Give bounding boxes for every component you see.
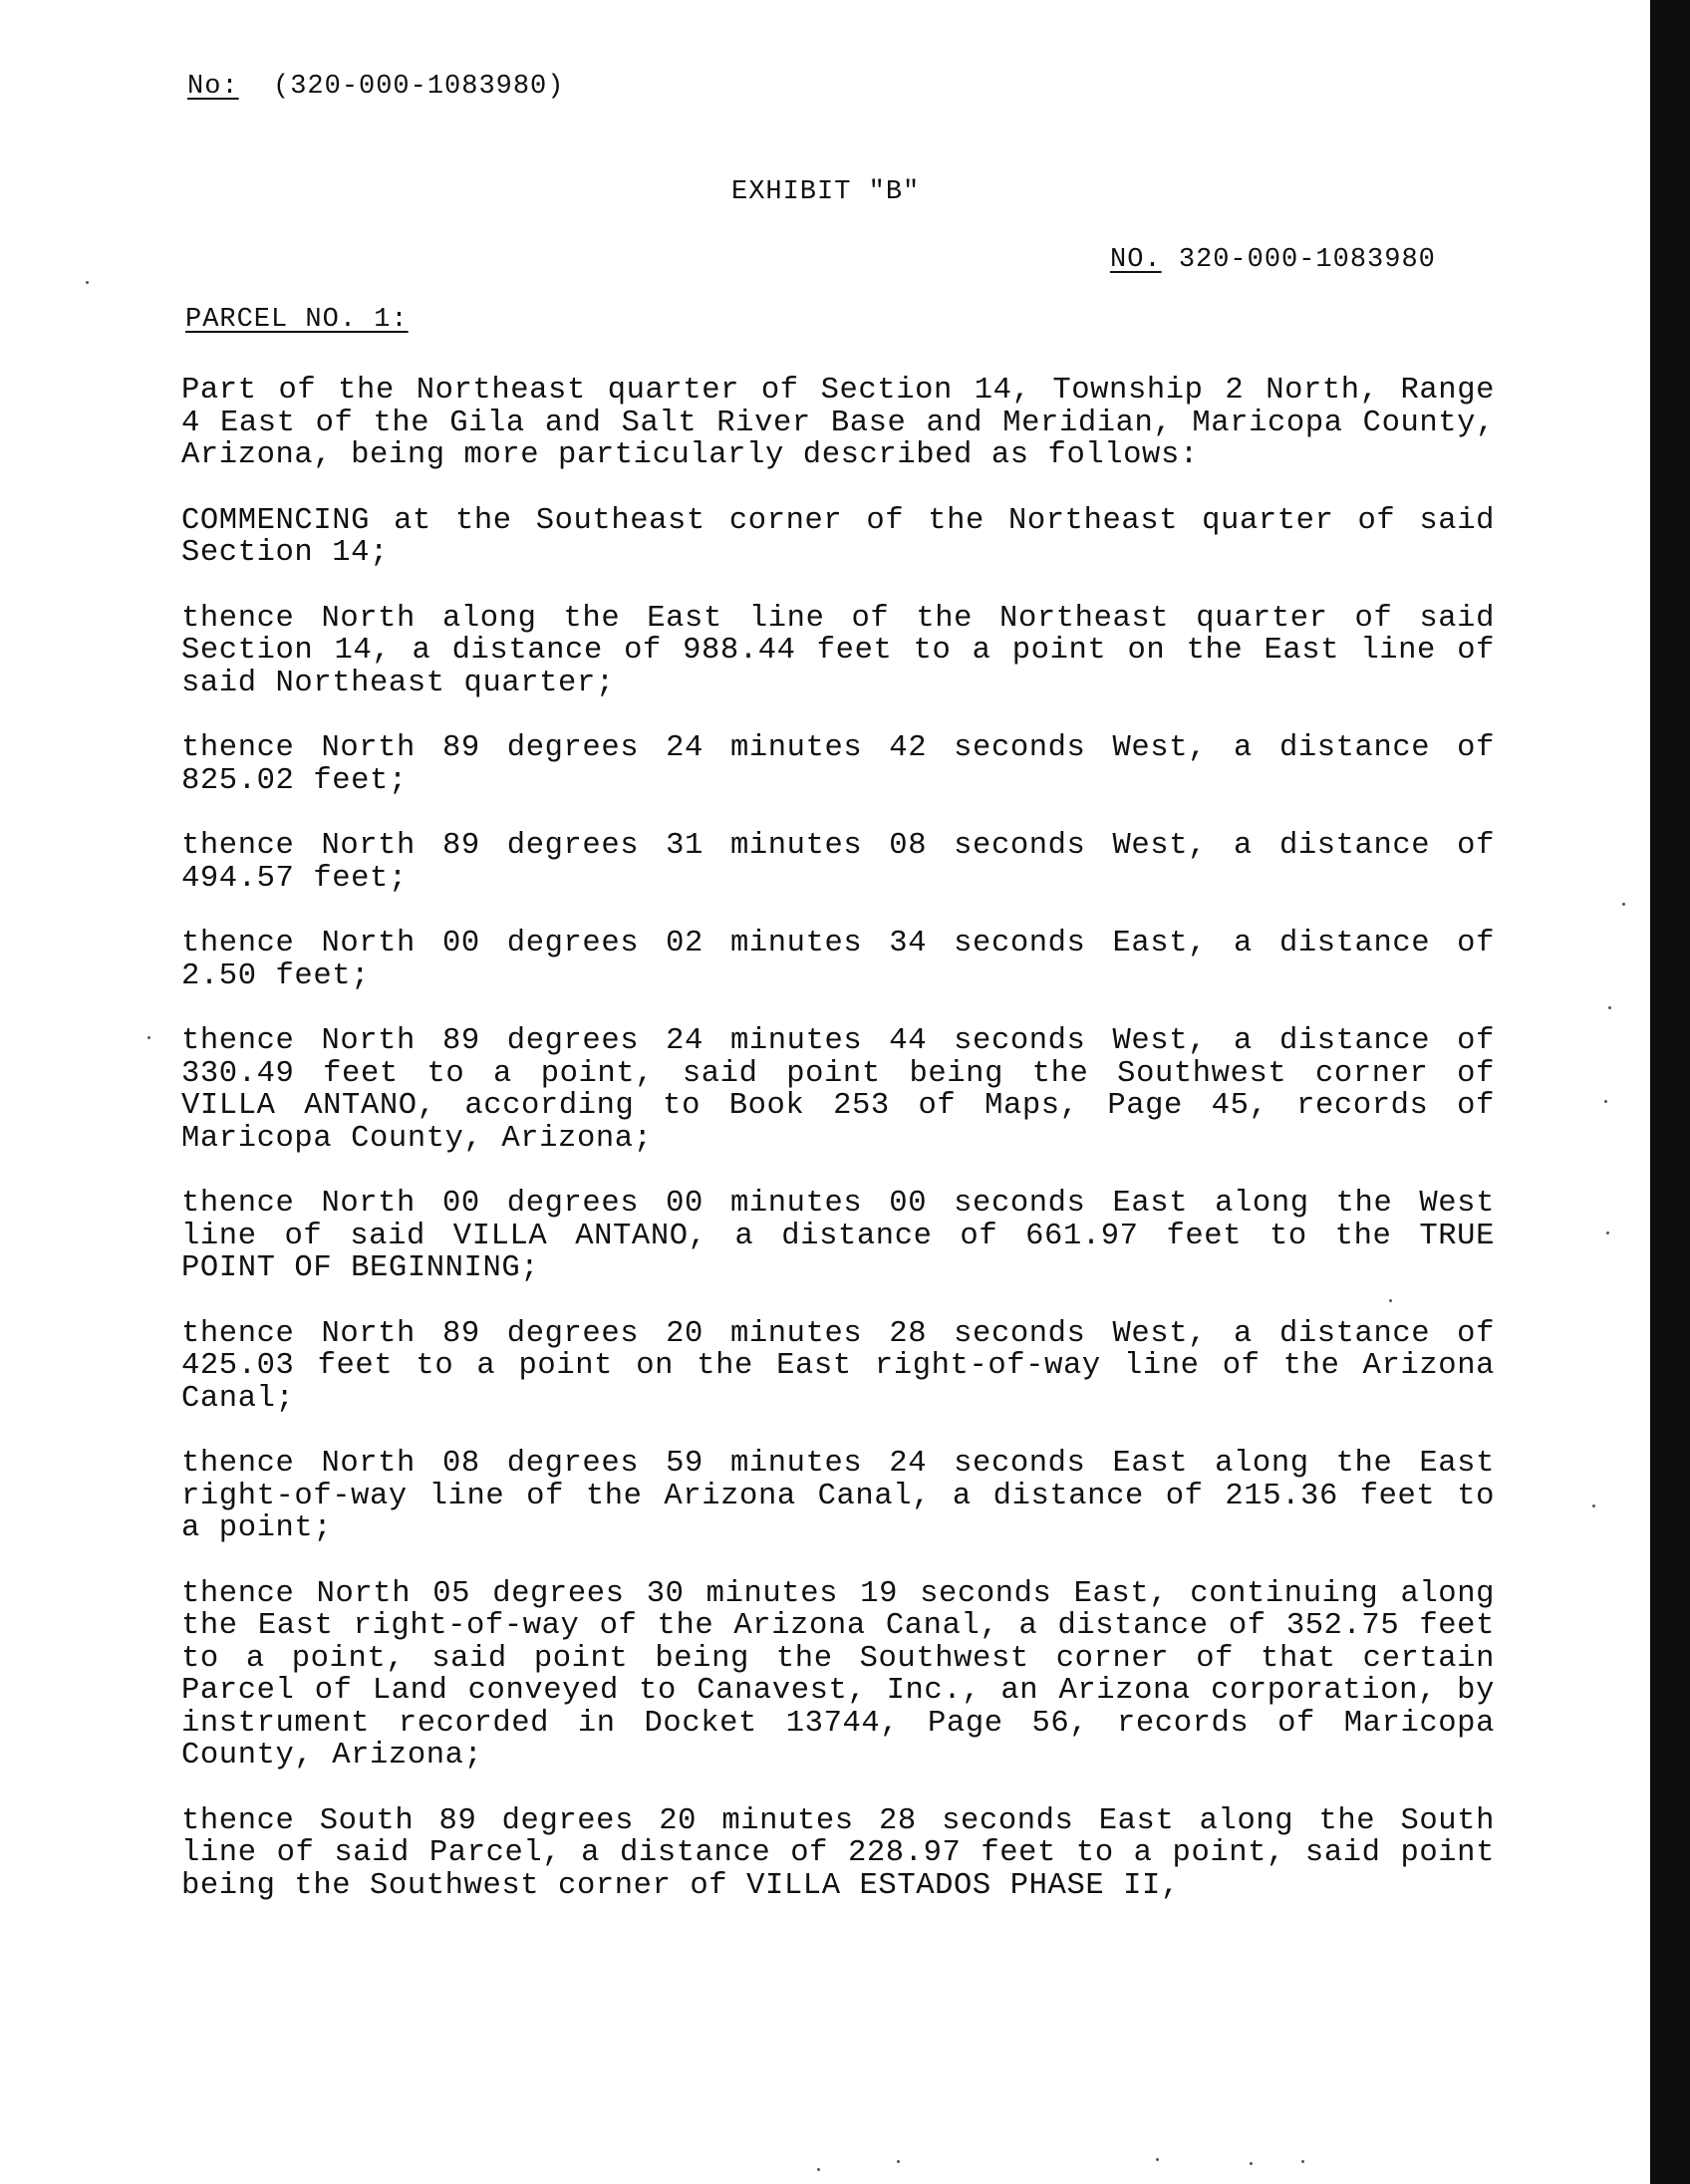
scan-speck: [1604, 1100, 1607, 1103]
scan-speck: [897, 2160, 900, 2163]
paragraph-12: thence South 89 degrees 20 minutes 28 seconds East along the South line of said Parcel, a distance of 228.97 feet to a point, said point being the Southwest corner of VILLA ESTADOS PHASE II,: [181, 1803, 1495, 1903]
scan-speck: [1301, 2160, 1304, 2163]
paragraph-1: Part of the Northeast quarter of Section 14, Township 2 North, Range 4 East of the Gila and Salt River Base and Meridian, Maricopa County, Arizona, being more particularly described as follows:: [181, 374, 1495, 472]
scan-speck: [1250, 2162, 1253, 2165]
scan-speck: [1156, 2158, 1159, 2161]
number-label: No:: [187, 72, 239, 102]
reference-value: 320-000-1083980: [1178, 245, 1436, 275]
scan-speck: [1606, 1231, 1609, 1234]
scan-speck: [817, 2168, 820, 2171]
paragraph-7: thence North 89 degrees 24 minutes 44 seconds West, a distance of 330.49 feet to a point, said point being the Southwest corner of VILLA ANTANO, according to Book 253 of Maps, Page 45, records of Maricopa County, Arizona;: [181, 1024, 1495, 1156]
paragraph-3: thence North along the East line of the Northeast quarter of said Section 14, a distance of 988.44 feet to a point on the East line of said Northeast quarter;: [181, 601, 1495, 700]
scan-speck: [86, 281, 89, 284]
scan-speck: [147, 1036, 150, 1039]
paragraph-10: thence North 08 degrees 59 minutes 24 seconds East along the East right-of-way line of the Arizona Canal, a distance of 215.36 feet to a point;: [181, 1447, 1495, 1545]
parcel-heading: PARCEL NO. 1:: [185, 305, 409, 335]
document-number-header: [187, 72, 564, 102]
paragraph-9: thence North 89 degrees 20 minutes 28 seconds West, a distance of 425.03 feet to a point on the East right-of-way line of the Arizona Canal;: [181, 1316, 1495, 1416]
number-value: (320-000-1083980): [273, 72, 565, 102]
scan-edge-bar: [1650, 0, 1690, 2184]
scan-speck: [1608, 1006, 1611, 1009]
legal-description: [181, 375, 1495, 1935]
paragraph-4: thence North 89 degrees 24 minutes 42 seconds West, a distance of 825.02 feet;: [181, 731, 1495, 798]
exhibit-title: EXHIBIT "B": [731, 177, 921, 207]
scan-speck: [1592, 1504, 1595, 1507]
reference-number: [1110, 245, 1436, 275]
paragraph-8: thence North 00 degrees 00 minutes 00 seconds East along the West line of said VILLA ANTANO, a distance of 661.97 feet to the TRUE POINT OF BEGINNING;: [181, 1187, 1495, 1285]
paragraph-5: thence North 89 degrees 31 minutes 08 seconds West, a distance of 494.57 feet;: [181, 829, 1495, 896]
paragraph-6: thence North 00 degrees 02 minutes 34 seconds East, a distance of 2.50 feet;: [181, 927, 1495, 993]
reference-label: NO.: [1110, 245, 1162, 275]
paragraph-11: thence North 05 degrees 30 minutes 19 seconds East, continuing along the East right-of-way of the Arizona Canal, a distance of 352.75 feet to a point, said point being the Southwest corner of that certain Parcel of Land conveyed to Canavest, Inc., an Arizona corporation, by instrument recorded in Docket 13744, Page 56, records of Maricopa County, Arizona;: [181, 1576, 1495, 1773]
scan-speck: [1622, 903, 1625, 906]
paragraph-2: COMMENCING at the Southeast corner of the Northeast quarter of said Section 14;: [181, 503, 1495, 570]
scan-speck: [1389, 1299, 1392, 1302]
